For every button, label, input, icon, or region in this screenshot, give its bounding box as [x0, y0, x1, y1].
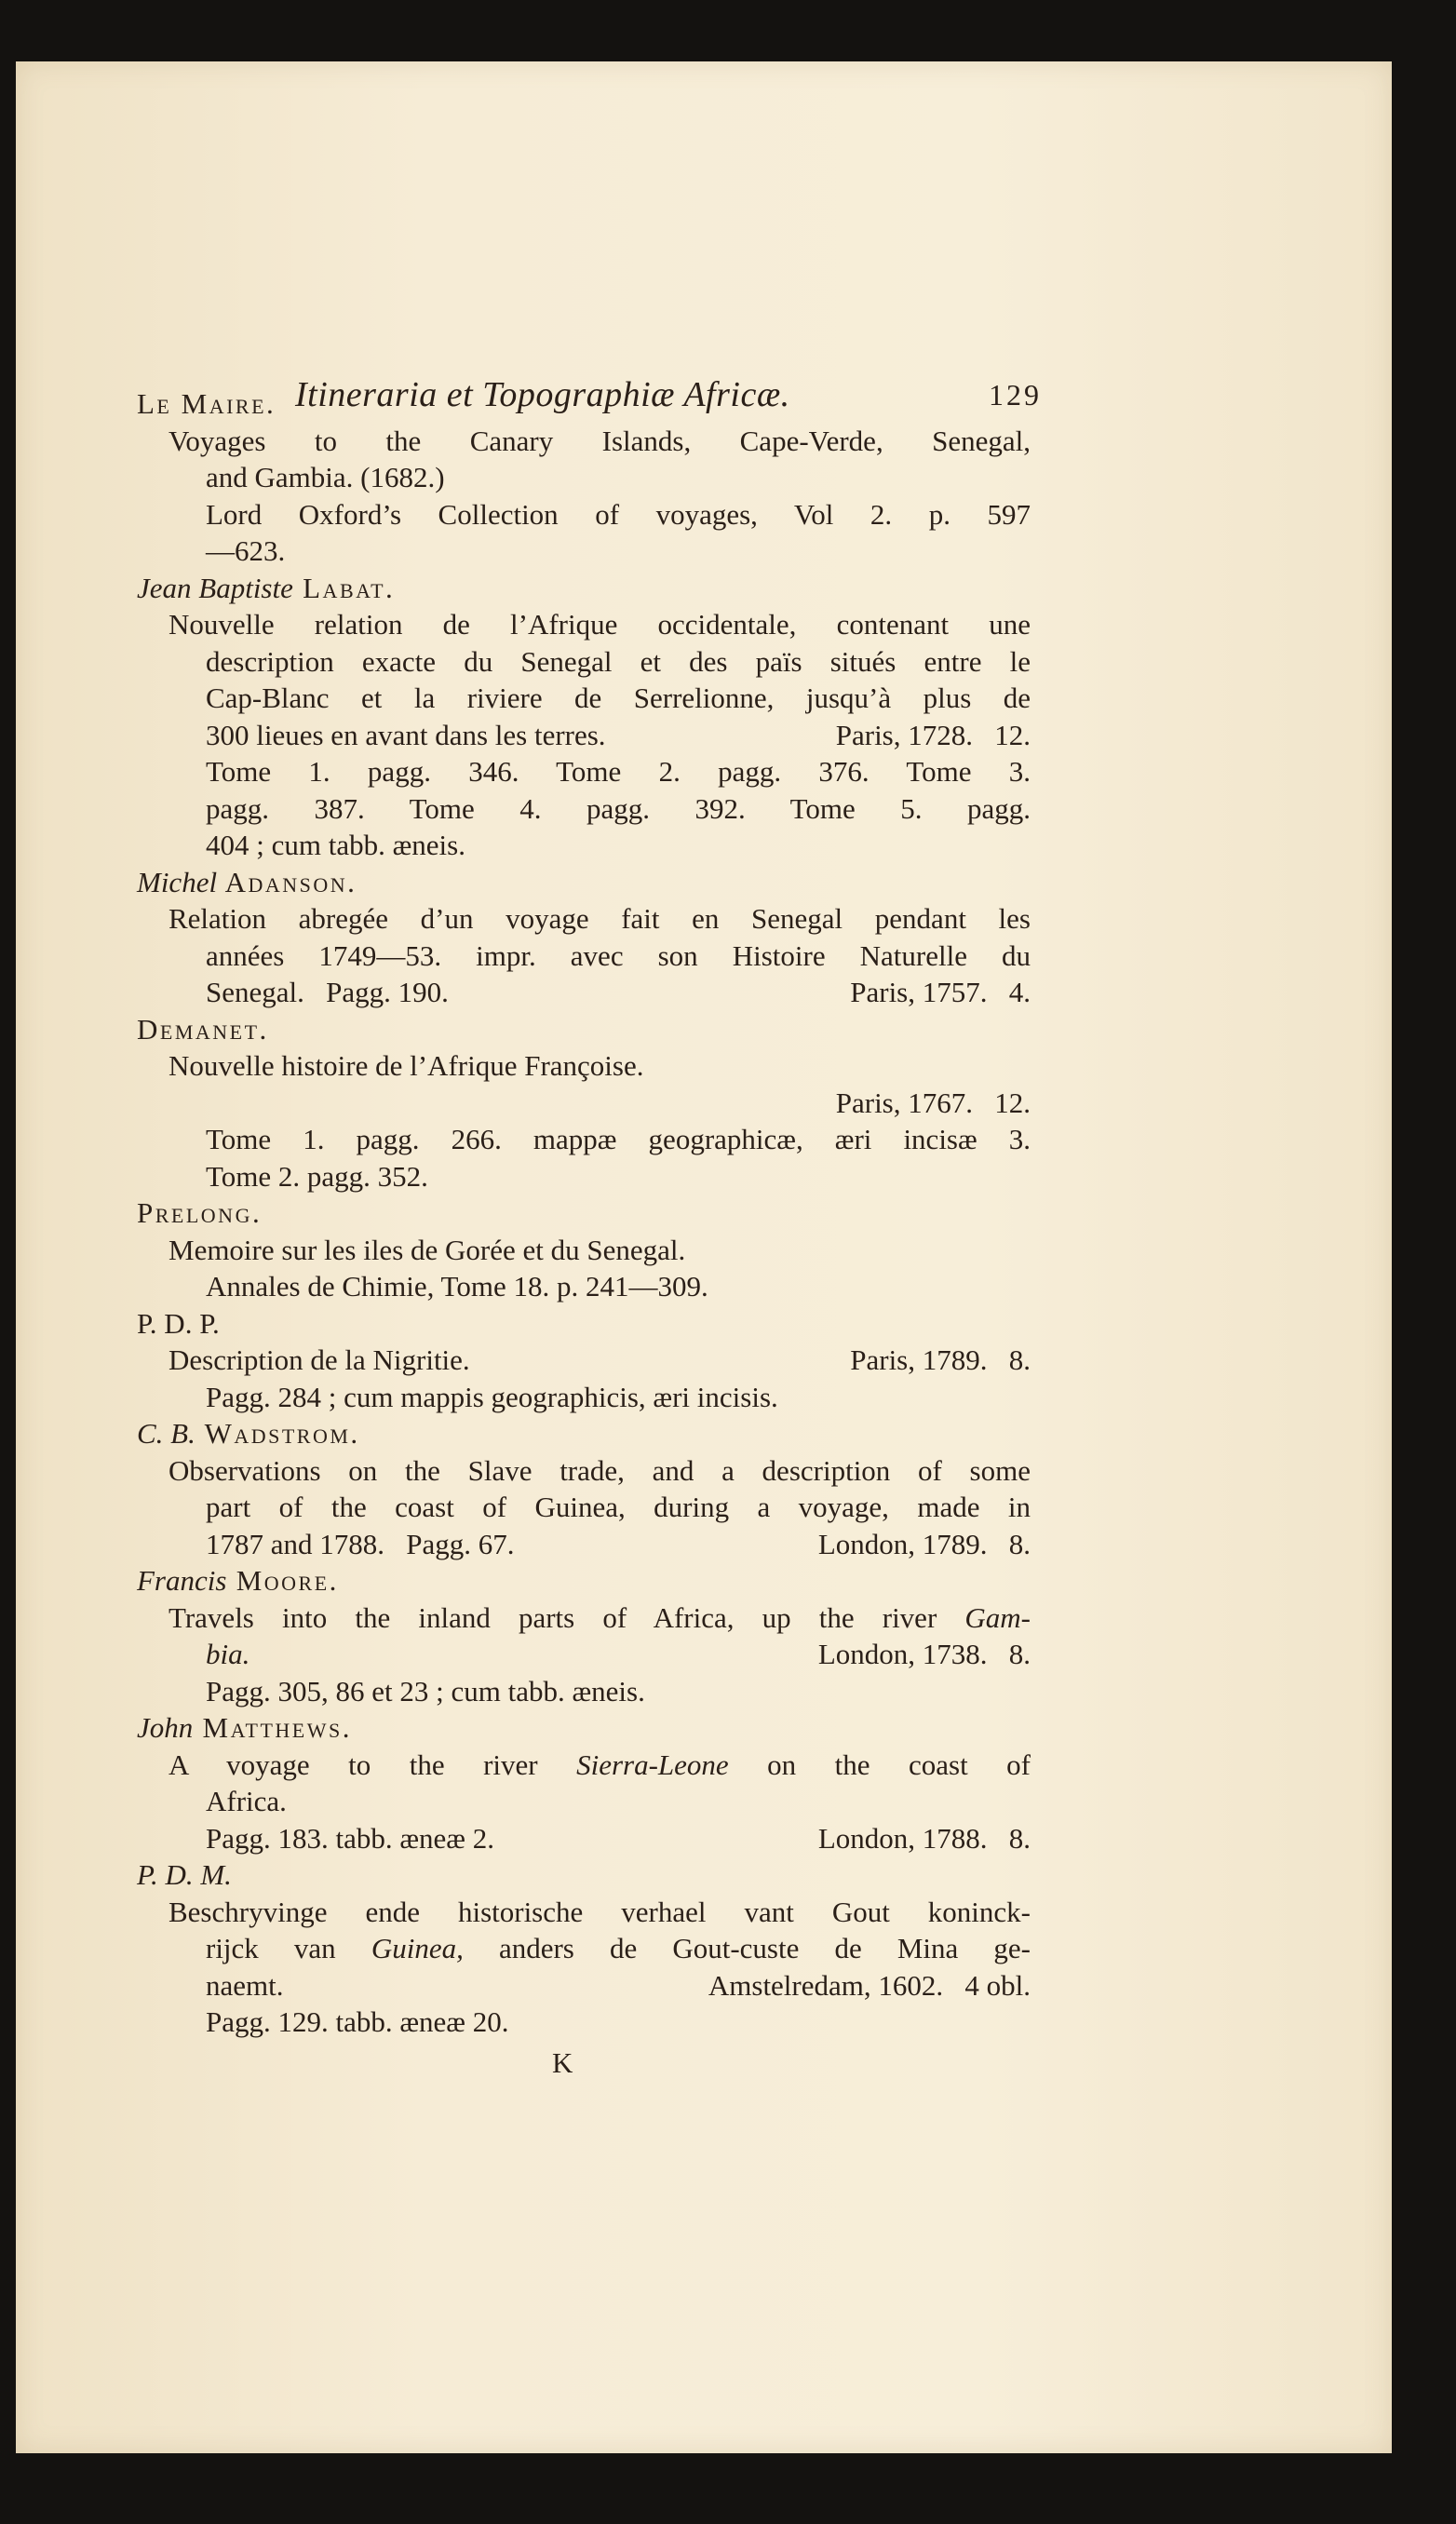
- entry-line: [137, 1047, 1031, 1085]
- signature-mark: K: [552, 2046, 573, 2079]
- line-text: [137, 385, 276, 423]
- text-segment: Africa.: [206, 1785, 287, 1817]
- entry-line: [137, 1342, 1031, 1379]
- entry-line: [137, 1747, 1031, 1784]
- entry-line: [137, 1820, 1031, 1857]
- entry-line: [137, 1783, 1031, 1820]
- line-text: [206, 1673, 645, 1710]
- line-text: [206, 2004, 509, 2041]
- entry-line: [137, 643, 1031, 681]
- line-text: [206, 643, 1031, 681]
- page-number: 129: [989, 378, 1042, 412]
- text-segment: 300 lieues en avant dans les terres.: [206, 718, 606, 751]
- text-segment: P. D. P.: [137, 1306, 220, 1340]
- text-segment: Beschryvinge ende historische verhael vant Gout koninck-: [169, 1895, 1031, 1928]
- line-text: [206, 1268, 708, 1305]
- line-text: [137, 1562, 339, 1599]
- running-title: Itineraria et Topographiæ Africæ.: [295, 375, 790, 414]
- italic-text: bia.: [206, 1638, 250, 1670]
- line-text: [169, 1342, 470, 1379]
- line-text: [206, 1820, 494, 1857]
- line-text: [206, 974, 449, 1011]
- entry-line: [137, 606, 1031, 643]
- text-segment: Annales de Chimie, Tome 18. p. 241—309.: [206, 1270, 708, 1302]
- entry-line: [137, 753, 1031, 790]
- entry-line: [137, 2004, 1031, 2041]
- line-text: [169, 1232, 685, 1269]
- text-segment: Pagg. 305, 86 et 23 ; cum tabb. æneis.: [206, 1674, 645, 1707]
- line-text: [206, 459, 445, 496]
- imprint: London, 1788. 8.: [817, 1821, 1031, 1855]
- italic-text: P. D. M.: [137, 1858, 232, 1891]
- text-segment: 1787 and 1788. Pagg. 67.: [206, 1527, 515, 1560]
- text-segment: 404 ; cum tabb. æneis.: [206, 829, 465, 861]
- author-surname: Prelong.: [137, 1196, 263, 1229]
- line-text: [169, 1894, 1031, 1931]
- line-text: [137, 1011, 269, 1048]
- entry-line: [137, 1636, 1031, 1673]
- author-surname: Moore.: [226, 1564, 339, 1597]
- entry-line: [137, 1894, 1031, 1931]
- text-segment: Relation abregée d’un voyage fait en Senegal pendant les: [169, 902, 1031, 935]
- entry-line: [137, 459, 1031, 496]
- imprint: Paris, 1767. 12.: [835, 1086, 1031, 1119]
- entry-line: [137, 717, 1031, 754]
- bibliography-text: [137, 385, 1031, 2041]
- text-segment: naemt.: [206, 1968, 284, 2002]
- imprint: London, 1738. 8.: [817, 1638, 1031, 1670]
- entry-line: [137, 1379, 1031, 1416]
- text-segment: description exacte du Senegal et des païs situés entre le: [206, 644, 1031, 678]
- line-text: [137, 570, 395, 607]
- author-surname: Demanet.: [137, 1012, 269, 1046]
- imprint: Amstelredam, 1602. 4 obl.: [708, 1968, 1031, 2002]
- line-text: [169, 1599, 1031, 1637]
- line-text: [206, 1121, 1031, 1158]
- entry-line: [137, 1121, 1031, 1158]
- text-segment: Nouvelle relation de l’Afrique occidentale, contenant une: [169, 608, 1031, 641]
- imprint: Paris, 1728. 12.: [835, 718, 1031, 751]
- italic-text: Sierra-Leone: [576, 1748, 729, 1781]
- text-segment: on the coast of: [728, 1748, 1031, 1781]
- entry-line: [137, 1930, 1031, 1967]
- text-segment: Observations on the Slave trade, and a description of some: [169, 1453, 1031, 1487]
- entry-author: [137, 1415, 1031, 1452]
- italic-text: Gam-: [964, 1600, 1031, 1634]
- entry-line: [137, 938, 1031, 975]
- entry-author: [137, 1709, 1031, 1747]
- entry-author: [137, 864, 1031, 901]
- text-segment: Cap-Blanc et la riviere de Serrelionne, jusqu’à plus de: [206, 682, 1031, 714]
- italic-text: John: [137, 1711, 194, 1744]
- author-surname: Le Maire.: [137, 387, 276, 420]
- entry-author: [137, 1856, 1031, 1894]
- author-surname: Adanson.: [217, 865, 357, 898]
- line-text: [206, 1967, 284, 2004]
- line-text: [206, 1783, 287, 1820]
- line-text: [206, 1379, 778, 1416]
- text-segment: and Gambia. (1682.): [206, 461, 445, 493]
- italic-text: C. B.: [137, 1417, 195, 1450]
- entry-line: [137, 1232, 1031, 1269]
- line-text: [137, 1305, 220, 1343]
- imprint: Paris, 1757. 4.: [850, 976, 1031, 1008]
- line-text: [206, 1930, 1031, 1967]
- line-text: [206, 938, 1031, 975]
- text-segment: pagg. 387. Tome 4. pagg. 392. Tome 5. pagg.: [206, 791, 1031, 825]
- entry-line: [137, 1967, 1031, 2004]
- entry-line: [137, 790, 1031, 828]
- text-segment: Pagg. 129. tabb. æneæ 20.: [206, 2005, 509, 2038]
- entry-line: [137, 827, 1031, 864]
- entry-line: [137, 496, 1031, 533]
- entry-author: [137, 1011, 1031, 1048]
- line-text: [169, 900, 1031, 938]
- entry-author: [137, 570, 1031, 607]
- entry-line: [137, 1158, 1031, 1195]
- entry-line: [137, 1268, 1031, 1305]
- line-text: [206, 1636, 249, 1673]
- line-text: [169, 1452, 1031, 1490]
- italic-text: Guinea,: [371, 1932, 464, 1964]
- entry-line: [137, 680, 1031, 717]
- line-text: [206, 1158, 428, 1195]
- line-text: [169, 1047, 644, 1085]
- text-segment: part of the coast of Guinea, during a voyage, made in: [206, 1491, 1031, 1523]
- text-segment: Lord Oxford’s Collection of voyages, Vol 2. p. 597: [206, 497, 1031, 531]
- text-segment: Tome 1. pagg. 266. mappæ geographicæ, æri incisæ 3.: [206, 1123, 1031, 1155]
- text-segment: Travels into the inland parts of Africa, up the river: [169, 1600, 965, 1634]
- line-text: [137, 1856, 232, 1894]
- imprint: Paris, 1789. 8.: [850, 1343, 1031, 1376]
- entry-line: [137, 1489, 1031, 1526]
- entry-author: [137, 1195, 1031, 1232]
- line-text: [169, 1747, 1031, 1784]
- line-text: [206, 496, 1031, 533]
- entry-line: [137, 1599, 1031, 1637]
- entry-line: [137, 974, 1031, 1011]
- line-text: [206, 753, 1031, 790]
- italic-text: Francis: [137, 1564, 227, 1597]
- entry-line: [137, 1085, 1031, 1122]
- text-segment: Description de la Nigritie.: [169, 1343, 470, 1376]
- text-segment: Pagg. 284 ; cum mappis geographicis, æri incisis.: [206, 1380, 778, 1413]
- text-segment: Memoire sur les iles de Gorée et du Senegal.: [169, 1233, 686, 1266]
- entry-line: [137, 1452, 1031, 1490]
- line-text: [169, 606, 1031, 643]
- line-text: [169, 423, 1031, 460]
- line-text: [206, 533, 285, 570]
- entry-author: [137, 385, 1031, 423]
- text-segment: rijck van: [206, 1932, 371, 1964]
- line-text: [206, 790, 1031, 828]
- author-surname: Labat.: [292, 571, 396, 604]
- entry-line: [137, 1673, 1031, 1710]
- line-text: [137, 1415, 360, 1452]
- entry-author: [137, 1562, 1031, 1599]
- author-surname: Wadstrom.: [195, 1417, 360, 1450]
- line-text: [206, 1489, 1031, 1526]
- text-segment: anders de Gout-custe de Mina ge-: [463, 1932, 1031, 1964]
- italic-text: Jean Baptiste: [137, 571, 293, 604]
- entry-author: [137, 1305, 1031, 1343]
- text-segment: A voyage to the river: [169, 1748, 577, 1781]
- text-segment: Voyages to the Canary Islands, Cape-Verde, Senegal,: [169, 424, 1031, 457]
- line-text: [137, 864, 357, 901]
- entry-line: [137, 423, 1031, 460]
- author-surname: Matthews.: [193, 1711, 352, 1744]
- line-text: [137, 1195, 262, 1232]
- line-text: [206, 680, 1031, 717]
- text-segment: Pagg. 183. tabb. æneæ 2.: [206, 1821, 494, 1855]
- text-segment: Tome 2. pagg. 352.: [206, 1159, 428, 1193]
- text-segment: Tome 1. pagg. 346. Tome 2. pagg. 376. Tome 3.: [206, 755, 1031, 788]
- text-segment: Nouvelle histoire de l’Afrique Françoise.: [169, 1049, 644, 1082]
- line-text: [206, 1526, 515, 1563]
- imprint: London, 1789. 8.: [817, 1527, 1031, 1560]
- line-text: [137, 1709, 352, 1747]
- line-text: [206, 827, 465, 864]
- line-text: [206, 717, 606, 754]
- entry-line: [137, 533, 1031, 570]
- entry-line: [137, 900, 1031, 938]
- text-segment: années 1749—53. impr. avec son Histoire Naturelle du: [206, 938, 1031, 972]
- text-segment: Senegal. Pagg. 190.: [206, 976, 449, 1008]
- text-segment: —623.: [206, 534, 286, 567]
- italic-text: Michel: [137, 865, 218, 898]
- entry-line: [137, 1526, 1031, 1563]
